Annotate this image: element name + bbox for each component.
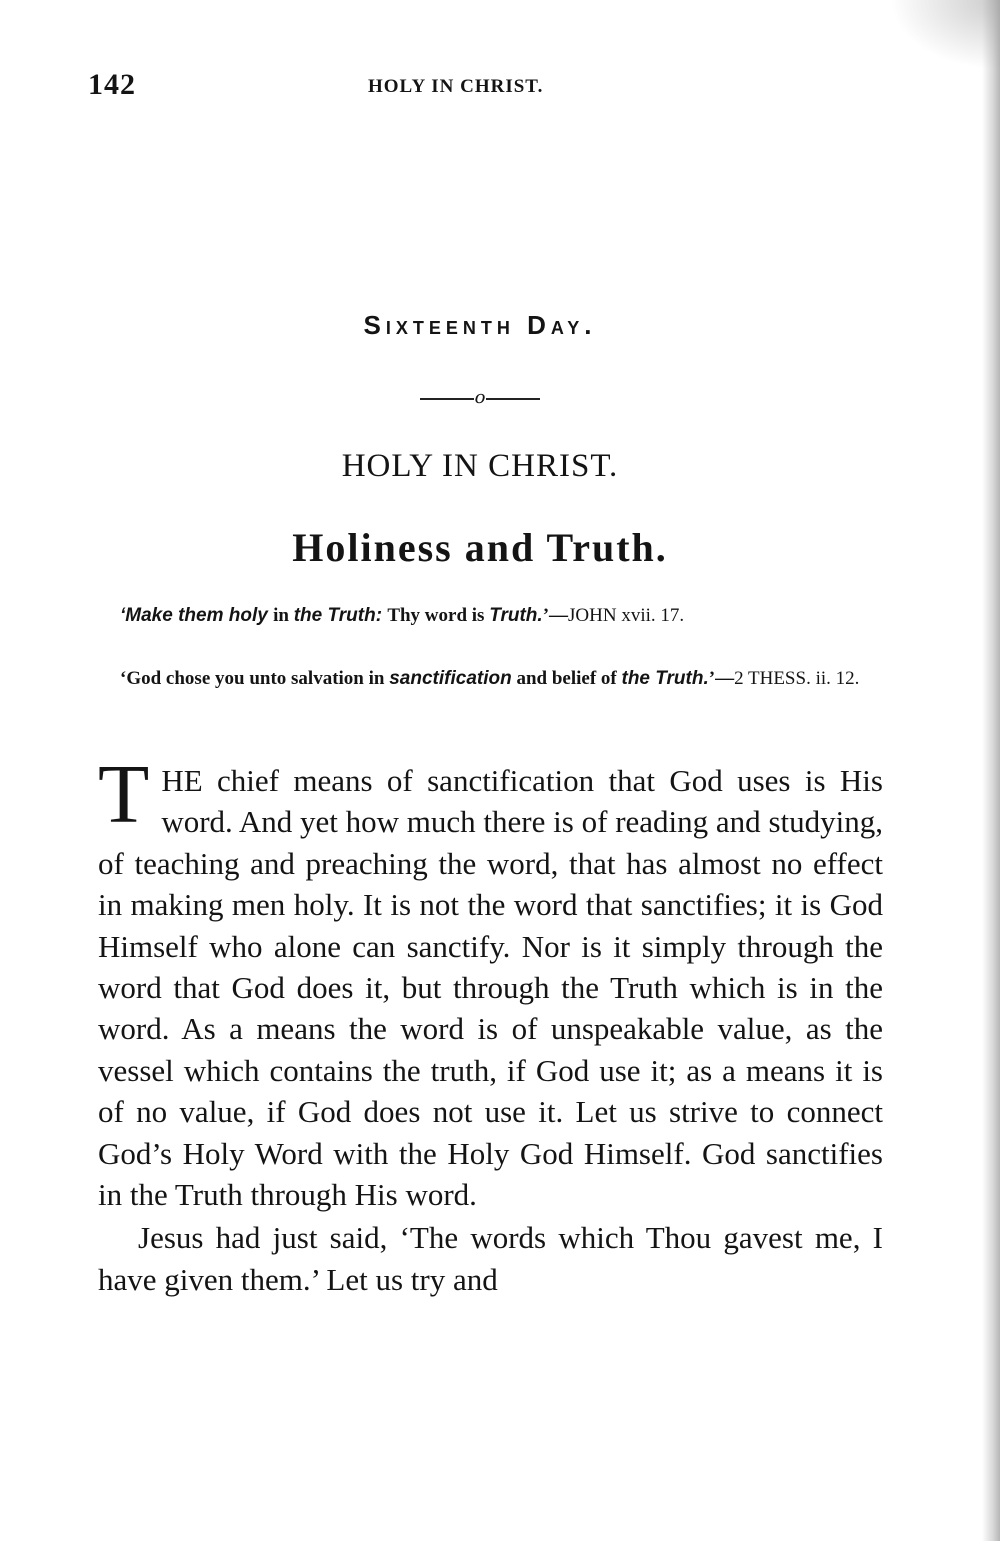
epigraph-fragment: ’— [542, 605, 569, 626]
epigraph-fragment: in [273, 605, 294, 626]
epigraph-fragment: ‘Make them holy [120, 605, 274, 626]
separator-rule-right [486, 398, 540, 400]
epigraph-fragment: the Truth. [621, 668, 709, 689]
epigraph-quote [96, 600, 882, 631]
epigraph-fragment: ’— [708, 668, 735, 689]
drop-cap: T [98, 748, 150, 841]
paragraph-2-text: Jesus had just said, ‘The words which Thou gavest me, I have given them.’ Let us try and [98, 1220, 883, 1297]
separator-rule-left [420, 398, 474, 400]
day-heading: Sixteenth Day. [363, 310, 597, 340]
epigraph-fragment: ‘God chose you unto salvation in [120, 668, 390, 689]
separator-mark: o [474, 387, 486, 408]
page-corner-shadow [890, 0, 1000, 70]
epigraph-thessalonians [96, 663, 882, 694]
chapter-title: HOLY IN CHRIST. [341, 448, 619, 484]
epigraph-fragment: the Truth: [293, 605, 388, 626]
epigraph-fragment: sanctification [389, 668, 512, 689]
running-head: HOLY IN CHRIST. [368, 76, 544, 97]
ornamental-separator [420, 386, 540, 410]
paragraph-1 [98, 748, 883, 1215]
epigraph-fragment: Truth. [489, 605, 543, 626]
body-text [98, 748, 883, 1300]
page-number: 142 [88, 68, 136, 101]
epigraph-fragment: Thy word is [387, 605, 490, 626]
page-edge-shadow [982, 0, 1000, 1541]
paragraph-1-text: HE chief means of sanctification that God uses is His word. And yet how much there is of reading and studying, of teaching and preaching the word, that has almost no effect in making men holy. It is not the word that sanctifies; it is God Himself who alone can sanctify. Nor is it simply through the word that God does it, but through the Truth which is in the word. As a means the word is of unspeakable value, as the vessel which contains the truth, if God use it; as a means it is of no value, if God does not use it. Let us strive to connect God’s Holy Word with the Holy God Himself. God sanctifies in the Truth through His word. [98, 763, 883, 1213]
epigraph-reference: 2 THESS. ii. 12. [734, 668, 860, 689]
epigraph-john [96, 600, 882, 631]
epigraph-quote [96, 663, 882, 694]
epigraph-reference: JOHN xvii. 17. [568, 605, 685, 626]
epigraph-fragment: and belief of [511, 668, 622, 689]
paragraph-2 [98, 1217, 883, 1300]
chapter-subtitle: Holiness and Truth. [292, 525, 668, 570]
